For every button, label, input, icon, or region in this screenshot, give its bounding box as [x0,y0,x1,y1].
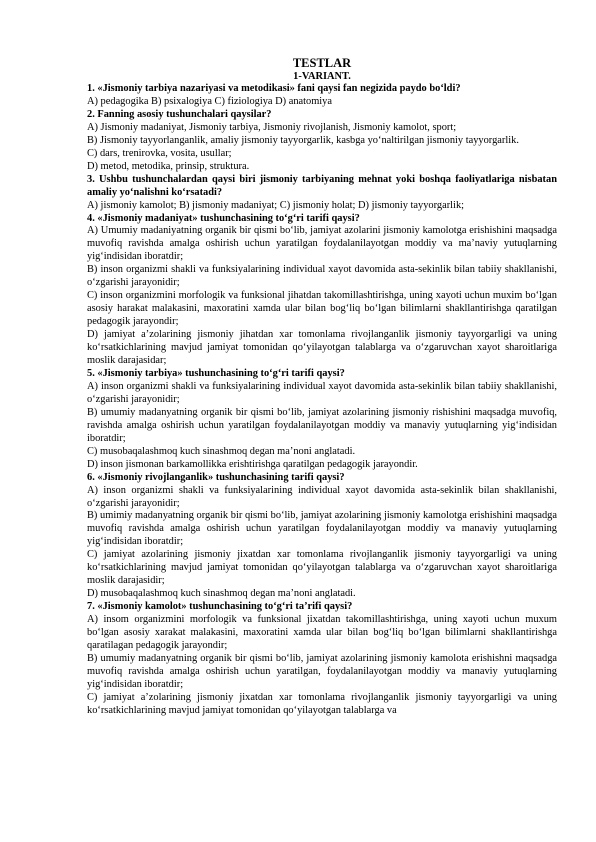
question-4-answer-d: D) jamiyat a’zolarining jismoniy jihatdan xar tomonlama rivojlanganlik jismoniy tayyorgarligi va uning ko‘rsatkichlarining mavjud jamiyat tomonidan qo‘yilayotgan talablarga va o‘zgaruvchan xayot sharoitlariga moslik darajasidar; [87,329,557,367]
question-4-answer-c: C) inson organizmini morfologik va funksional jihatdan takomillashtirishga, uning xayoti uchun muxim bo‘lgan asosiy harakat malakasini, maxoratini xamda ular bilan bog‘liq bo‘lgan bilimlarni shakllantirishga qaratilgan pedagogik jarayondir; [87,290,557,328]
question-2-answer-c: C) dars, trenirovka, vosita, usullar; [87,147,232,159]
question-5-answer-c: C) musobaqalashmoq kuch sinashmoq degan ma’noni anglatadi. [87,445,356,457]
question-3-answers: A) jismoniy kamolot; B) jismoniy madaniyat; C) jismoniy holat; D) jismoniy tayyorgarlik; [87,199,465,211]
question-7-answer-a: A) insom organizmini morfologik va funksional jixatdan takomillashtirishga, uning xayoti uchun muxum bo‘lgan asosiy xarakat malakasini, maxoratini xamda ular bilan bog‘liq bo‘lgan bilimlarni shakllantirishga qaratilagan pedagogik jarayondir; [87,614,557,651]
question-4: 4. «Jismoniy madaniyat» tushunchasining to‘g‘ri tarifi qaysi? [87,212,360,224]
question-2-answer-d: D) metod, metodika, prinsip, struktura. [87,160,250,172]
question-6: 6. «Jismoniy rivojlanganlik» tushunchasining tarifi qaysi? [87,471,345,483]
question-4-answer-a: A) Umumiy madaniyatning organik bir qismi bo‘lib, jamiyat azolarini jismoniy kamolotga erishishini maqsadga muvofiq ravishda amalga oshirish uchun yaratilgan foydalanilayotgan moddiy va ma’naviy yutuqlarning yig‘indisidan iboratdir; [87,225,557,263]
document-page [87,56,557,718]
question-7-answer-b: B) umumiy madanyatning organik bir qismi bo‘lib, jamiyat azolarining jismoniy kamolota erishishni maqsadga muvofiq ravishda amalga oshirish uchun yaratilgan, foydalanilayotgan moddiy va manaviy yutuqlarning yig‘indisidan iboratdir; [87,652,557,690]
question-3: 3. Ushbu tushunchalardan qaysi biri jismoniy tarbiyaning mehnat yoki boshqa faoliyatlariga nisbatan amaliy yo‘nalishni ko‘rsatadi? [87,173,557,198]
question-5-answer-d: D) inson jismonan barkamollikka erishtirishga qaratilgan pedagogik jarayondir. [87,458,418,470]
question-2-answer-b: B) Jismoniy tayyorlanganlik, amaliy jismoniy tayyorgarlik, kasbga yo‘naltirilgan jismoniy tayyorgarlik. [87,134,519,146]
question-5-answer-b: B) umumiy madanyatning organik bir qismi bo‘lib, jamiyat azolarining jismoniy rishishini maqsadga muvofiq, ravishda amalga oshirish uchun yaratilgan foydalanilayotgan moddiy va manaviy yutuqlarning yig‘indisidan iboratdir; [87,406,557,444]
question-5-answer-a: A) inson organizmi shakli va funksiyalarining individual xayot davomida asta-sekinlik bilan tabiiy shakllanishi, o‘zgarishi jarayonidir; [87,380,557,405]
question-7: 7. «Jismoniy kamolot» tushunchasining to‘g‘ri ta’rifi qaysi? [87,601,353,613]
question-6-answer-b: B) umimiy madanyatning organik bir qismi bo‘lib, jamiyat azolarining jismoniy kamolotga erishishini maqsadga muvofiq ravishda amalga oshirish uchun yaratilgan foydalanilayotgan moddiy va manaviy yutuqlarning yig‘indisidan iboratdir; [87,510,557,548]
variant-heading: 1-VARIANT. [293,71,351,82]
question-6-answer-d: D) musobaqalashmoq kuch sinashmoq degan ma’noni anglatadi. [87,588,356,600]
question-6-answer-c: C) jamiyat azolarining jismoniy jixatdan xar tomonlama rivojlanganlik jismoniy tayyorgarligi va uning ko‘rsatkichlarining mavjud jamiyat tomonidan qo‘yilayotgan talablarga va o‘zgaruvchan xayot sharoitlariga moslik darajasidir; [87,549,557,587]
question-4-answer-b: B) inson organizmi shakli va funksiyalarining individual xayot davomida asta-sekinlik bilan tabiiy shakllanishi, o‘zgarishi jarayonidir; [87,264,557,289]
question-5: 5. «Jismoniy tarbiya» tushunchasining to‘g‘ri tarifi qaysi? [87,367,345,379]
question-2: 2. Fanning asosiy tushunchalari qaysilar? [87,108,272,120]
question-1: 1. «Jismoniy tarbiya nazariyasi va metodikasi» fani qaysi fan negizida paydo bo‘ldi? [87,83,461,94]
document-title: TESTLAR [292,56,352,70]
question-1-answers: A) pedagogika B) psixalogiya C) fiziologiya D) anatomiya [87,95,332,107]
question-2-answer-a: A) Jismoniy madaniyat, Jismoniy tarbiya, Jismoniy rivojlanish, Jismoniy kamolot, sport; [87,121,457,133]
question-7-answer-c: C) jamiyat a’zolarining jismoniy jixatdan xar tomonlama rivojlanganlik jismoniy tayyorgarligi va uning ko‘rsatkichlarining mavjud jamiyat tomonidan qo‘yilayotgan talablarga va [87,691,557,716]
question-6-answer-a: A) inson organizmi shakli va funksiyalarining individual xayot davomida asta-sekinlik bilan shakllanishi, o‘zgarishi jarayonidir; [87,484,557,509]
